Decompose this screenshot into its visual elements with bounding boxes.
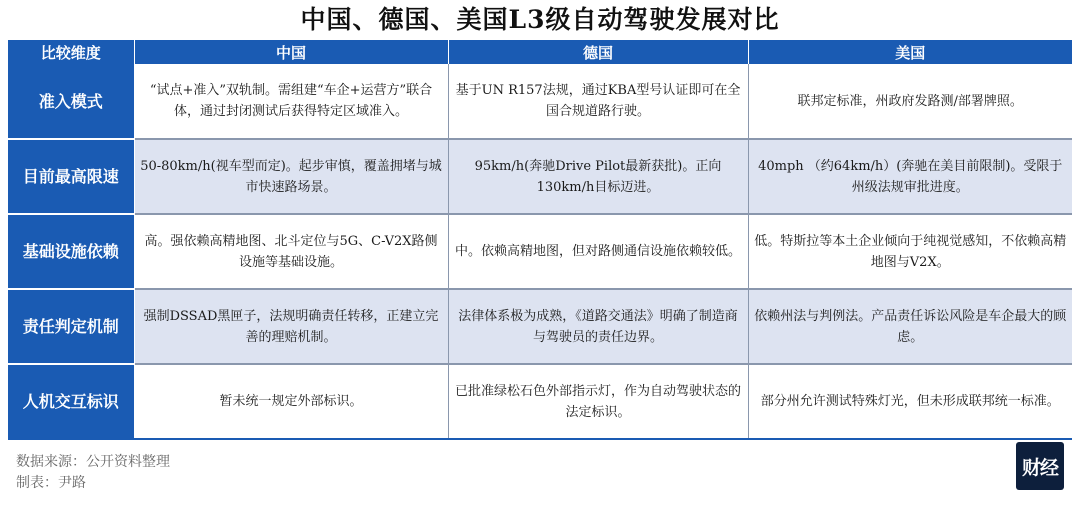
row-dimension: 准入模式 <box>8 64 134 139</box>
row-dimension: 目前最高限速 <box>8 139 134 214</box>
table-row <box>8 139 1072 214</box>
table-header-row <box>8 40 1072 64</box>
cell-usa: 40mph （约64km/h）(奔驰在美目前限制)。受限于州级法规审批进度。 <box>748 139 1072 214</box>
author-credit: 制表：尹路 <box>16 475 86 491</box>
table-row <box>8 64 1072 139</box>
row-dimension: 责任判定机制 <box>8 289 134 364</box>
cell-germany: 已批准绿松石色外部指示灯，作为自动驾驶状态的法定标识。 <box>448 364 748 439</box>
row-dimension: 人机交互标识 <box>8 364 134 439</box>
cell-china: 高。强依赖高精地图、北斗定位与5G、C-V2X路侧设施等基础设施。 <box>134 214 448 289</box>
cell-germany: 法律体系极为成熟，《道路交通法》明确了制造商与驾驶员的责任边界。 <box>448 289 748 364</box>
page-title: 中国、德国、美国L3级自动驾驶发展对比 <box>300 5 780 34</box>
header-germany: 德国 <box>448 40 748 64</box>
header-china: 中国 <box>134 40 448 64</box>
footer <box>16 452 170 494</box>
header-usa: 美国 <box>748 40 1072 64</box>
cell-china: 暂未统一规定外部标识。 <box>134 364 448 439</box>
caijing-logo: 财经 <box>1016 442 1064 490</box>
cell-germany: 95km/h(奔驰Drive Pilot最新获批)。正向130km/h目标迈进。 <box>448 139 748 214</box>
cell-usa: 部分州允许测试特殊灯光，但未形成联邦统一标准。 <box>748 364 1072 439</box>
table-row <box>8 289 1072 364</box>
comparison-table <box>8 40 1072 440</box>
cell-china: 强制DSSAD黑匣子，法规明确责任转移，正建立完善的理赔机制。 <box>134 289 448 364</box>
cell-usa: 联邦定标准，州政府发路测/部署牌照。 <box>748 64 1072 139</box>
cell-germany: 中。依赖高精地图，但对路侧通信设施依赖较低。 <box>448 214 748 289</box>
data-source-note: 数据来源：公开资料整理 <box>16 454 170 470</box>
table-row <box>8 214 1072 289</box>
row-dimension: 基础设施依赖 <box>8 214 134 289</box>
table-row <box>8 364 1072 439</box>
cell-usa: 低。特斯拉等本土企业倾向于纯视觉感知，不依赖高精地图与V2X。 <box>748 214 1072 289</box>
cell-germany: 基于UN R157法规，通过KBA型号认证即可在全国合规道路行驶。 <box>448 64 748 139</box>
cell-usa: 依赖州法与判例法。产品责任诉讼风险是车企最大的顾虑。 <box>748 289 1072 364</box>
cell-china: 50-80km/h(视车型而定)。起步审慎，覆盖拥堵与城市快速路场景。 <box>134 139 448 214</box>
cell-china: “试点+准入”双轨制。需组建“车企+运营方”联合体，通过封闭测试后获得特定区域准入。 <box>134 64 448 139</box>
header-dimension: 比较维度 <box>8 40 134 64</box>
